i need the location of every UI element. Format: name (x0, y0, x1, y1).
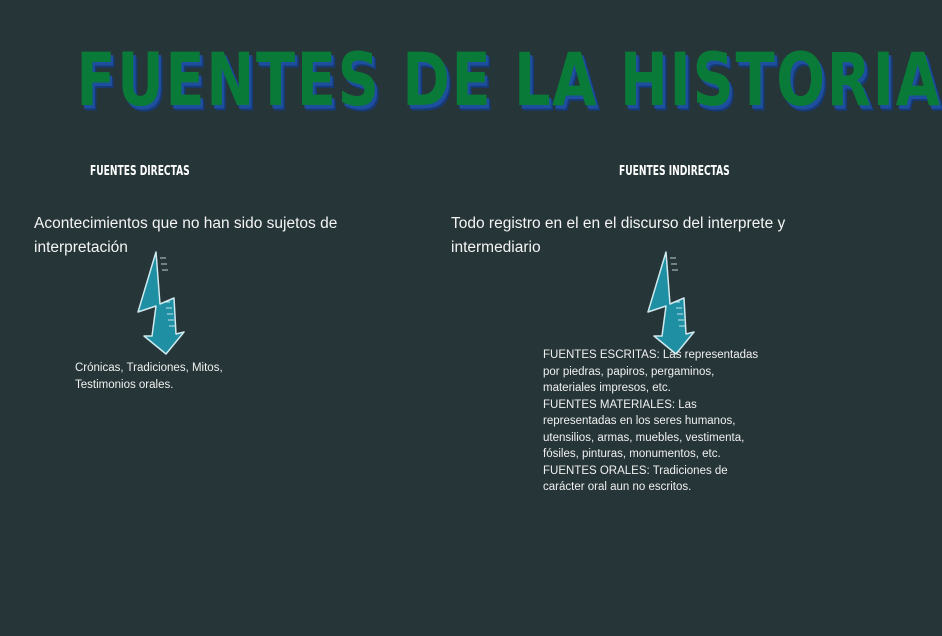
written-sources-text: FUENTES ESCRITAS: Las representadas por piedras, papiros, pergaminos, materiales impresos, etc. (543, 349, 759, 394)
direct-sources-examples: Crónicas, Tradiciones, Mitos, Testimonios orales. (75, 362, 223, 391)
oral-sources-text: FUENTES ORALES: Tradiciones de carácter oral aun no escritos. (543, 464, 728, 493)
direct-sources-description: Acontecimientos que no han sido sujetos de interpretación (34, 215, 338, 256)
page-title: FUENTES DE LA HISTORIA (76, 36, 942, 124)
heading-indirect-sources: FUENTES INDIRECTAS (619, 164, 730, 179)
indirect-sources-description: Todo registro en el en el discurso del interprete y intermediario (451, 215, 786, 256)
lightning-arrow-icon (130, 248, 190, 358)
indirect-sources-examples (543, 347, 768, 496)
heading-direct-sources: FUENTES DIRECTAS (90, 164, 190, 179)
lightning-arrow-icon (640, 248, 700, 358)
material-sources-text: FUENTES MATERIALES: Las representadas en los seres humanos, utensilios, armas, muebles, vestimenta, fósiles, pinturas, monumentos, etc. (543, 398, 745, 460)
